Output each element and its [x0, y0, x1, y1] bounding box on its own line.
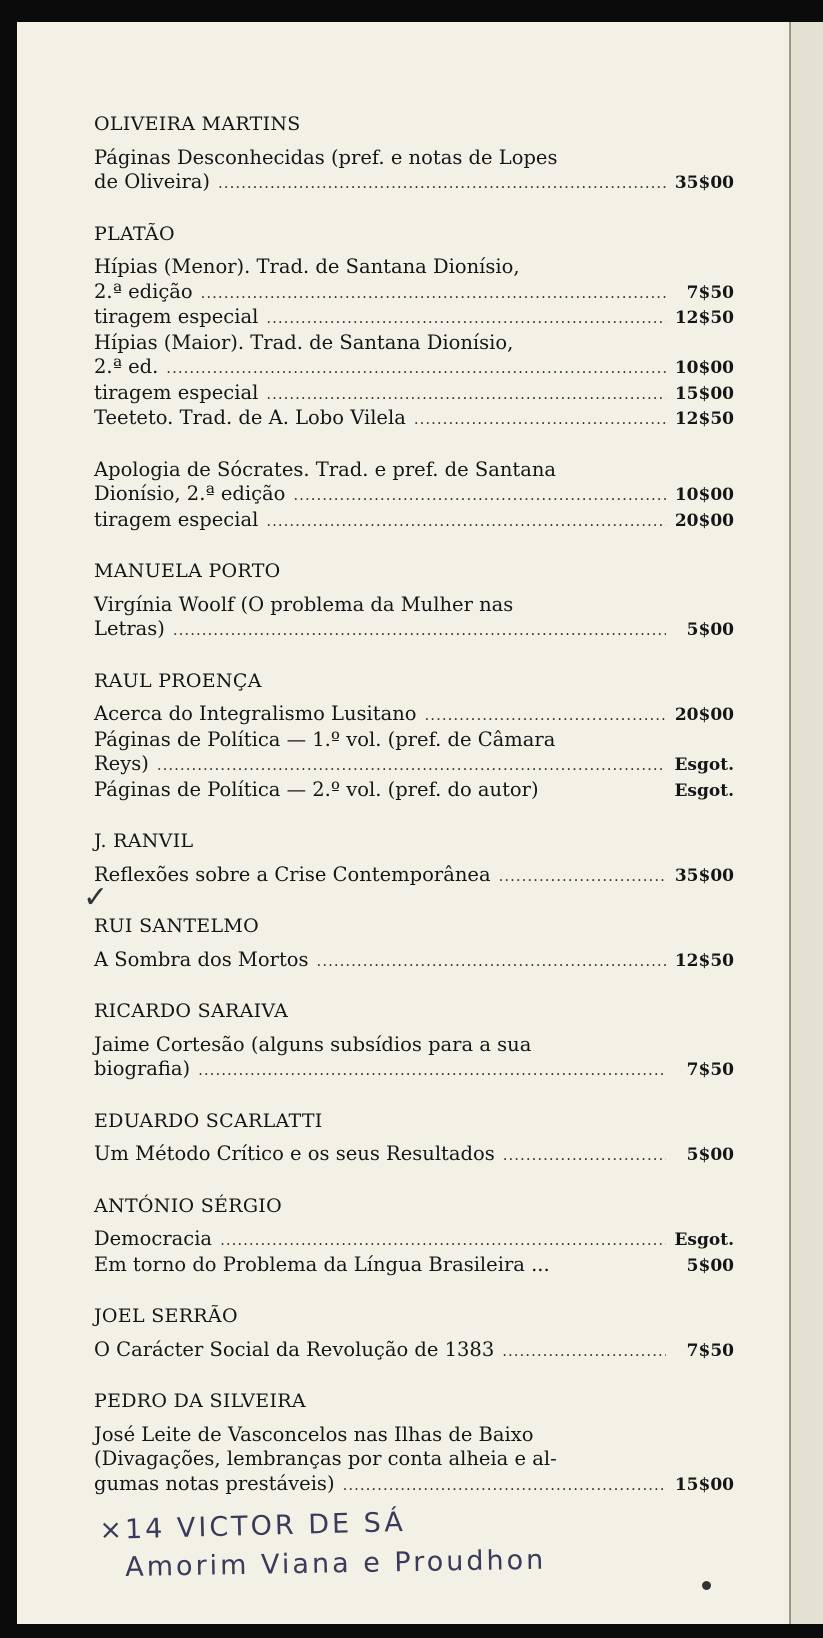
dot-leader	[166, 356, 666, 381]
author-name: MANUELA PORTO	[94, 560, 281, 582]
ink-dot-icon	[702, 1581, 711, 1590]
entry-price-line	[94, 752, 734, 778]
entry-price: 5$00	[686, 1145, 734, 1165]
entry-title-line: tiragem especial	[94, 507, 259, 531]
catalog-entry	[94, 1338, 734, 1364]
catalog-entry	[94, 1253, 734, 1279]
catalog-entry	[94, 508, 734, 534]
author-name: ANTÓNIO SÉRGIO	[94, 1194, 282, 1217]
entry-price-line	[94, 170, 734, 196]
page-edge	[789, 22, 823, 1624]
entry-price: 12$50	[674, 950, 734, 971]
dot-leader	[343, 1473, 666, 1498]
catalog-entry	[94, 406, 734, 432]
entry-price: 10$00	[674, 485, 734, 505]
dot-leader	[173, 618, 666, 643]
entry-price-line	[94, 406, 734, 432]
catalog-section	[94, 829, 734, 888]
entry-title-line: gumas notas prestáveis)	[94, 1471, 335, 1495]
catalog-entry	[94, 948, 734, 974]
catalog-entry	[94, 863, 734, 889]
entry-price-line	[94, 305, 734, 331]
entry-title-line: Hípias (Menor). Trad. de Santana Dionísio,	[94, 255, 520, 278]
entry-price: Esgot.	[674, 1230, 734, 1250]
catalog-entry	[94, 702, 734, 728]
entry-price-line	[94, 702, 734, 728]
catalog-entry	[94, 331, 734, 381]
catalog-section	[94, 914, 734, 973]
entry-title-line: Em torno do Problema da Língua Brasileira ...	[94, 1252, 550, 1276]
author-name: PLATÃO	[94, 222, 175, 245]
entry-price-line	[94, 617, 734, 643]
catalog-listing	[94, 112, 734, 1523]
catalog-entry	[94, 255, 734, 305]
catalog-section	[94, 112, 734, 196]
entry-price: Esgot.	[674, 780, 734, 801]
author-name: EDUARDO SCARLATTI	[94, 1109, 323, 1132]
dot-leader	[317, 949, 666, 974]
entry-price-line	[94, 1472, 734, 1498]
entry-price-line	[94, 1227, 734, 1253]
catalog-entry	[94, 146, 734, 196]
dot-leader	[499, 864, 666, 889]
entry-price: 35$00	[674, 865, 734, 886]
entry-title-line: Reflexões sobre a Crise Contemporânea	[94, 862, 491, 886]
catalog-section	[94, 222, 734, 432]
catalog-section	[94, 999, 734, 1083]
entry-price: 12$50	[674, 409, 734, 429]
entry-price-line	[94, 863, 734, 889]
entry-price: 7$50	[686, 1060, 734, 1080]
entry-title-line: José Leite de Vasconcelos nas Ilhas de Baixo	[94, 1422, 534, 1446]
catalog-entry	[94, 1033, 734, 1083]
dot-leader	[266, 382, 666, 407]
entry-title-line: de Oliveira)	[94, 170, 211, 193]
entry-title-line: Jaime Cortesão (alguns subsídios para a sua	[94, 1032, 532, 1056]
dot-leader	[293, 483, 666, 508]
catalog-section	[94, 1194, 734, 1279]
entry-title-line: Páginas de Política — 2.º vol. (pref. do autor)	[94, 777, 539, 801]
entry-price-line	[94, 482, 734, 508]
entry-price: Esgot.	[674, 755, 734, 775]
catalog-section	[94, 1389, 734, 1497]
entry-title-line: Letras)	[94, 617, 165, 640]
entry-price-line	[94, 1142, 734, 1168]
entry-price-line	[94, 381, 734, 407]
entry-price: 15$00	[674, 383, 734, 404]
entry-title-line: Democracia	[94, 1227, 213, 1250]
author-name: PEDRO DA SILVEIRA	[94, 1390, 306, 1412]
catalog-entry	[94, 593, 734, 643]
entry-title-line: Páginas de Política — 1.º vol. (pref. de Câmara	[94, 727, 556, 751]
entry-price: 20$00	[674, 510, 734, 531]
catalog-section	[94, 669, 734, 804]
entry-title-line: Reys)	[94, 752, 149, 775]
author-name: RAUL PROENÇA	[94, 669, 262, 692]
catalog-entry	[94, 728, 734, 778]
entry-title-line: tiragem especial	[94, 305, 259, 328]
entry-price-line	[94, 1057, 734, 1083]
entry-price-line	[94, 1338, 734, 1364]
dot-leader	[503, 1143, 666, 1168]
catalog-section	[94, 1109, 734, 1168]
entry-price-line	[94, 355, 734, 381]
dot-leader	[218, 171, 666, 196]
entry-price: 7$50	[686, 1340, 734, 1361]
entry-price: 15$00	[674, 1474, 734, 1495]
dot-leader	[414, 407, 666, 432]
entry-price-line	[94, 778, 734, 804]
catalog-section	[94, 458, 734, 534]
catalog-section	[94, 559, 734, 643]
entry-price-line	[94, 280, 734, 306]
dot-leader	[425, 703, 666, 728]
pencil-check-mark-icon: ✓	[83, 880, 109, 915]
handwritten-note-line-2: Amorim Viana e Proudhon	[125, 1544, 547, 1583]
handwritten-note-line-1: ×14 VICTOR DE SÁ	[99, 1506, 407, 1546]
dot-leader	[198, 1058, 666, 1083]
catalog-entry	[94, 1227, 734, 1253]
author-name: OLIVEIRA MARTINS	[94, 113, 301, 135]
dot-leader	[502, 1339, 666, 1364]
catalog-entry	[94, 305, 734, 331]
entry-title-line: Virgínia Woolf (O problema da Mulher nas	[94, 592, 514, 616]
entry-title-line: Dionísio, 2.ª edição	[94, 482, 286, 505]
dot-leader	[157, 753, 666, 778]
entry-price: 7$50	[686, 282, 734, 303]
author-name: J. RANVIL	[94, 830, 194, 852]
entry-price: 5$00	[686, 620, 734, 640]
entry-title-line: Um Método Crítico e os seus Resultados	[94, 1142, 495, 1165]
catalog-entry	[94, 778, 734, 804]
entry-title-line: Apologia de Sócrates. Trad. e pref. de Santana	[94, 457, 557, 481]
entry-price: 35$00	[674, 173, 734, 193]
entry-price: 12$50	[674, 308, 734, 328]
dot-leader	[266, 306, 666, 331]
entry-price-line	[94, 1253, 734, 1279]
entry-title-line: Teeteto. Trad. de A. Lobo Vilela	[94, 406, 406, 429]
entry-title-line: Páginas Desconhecidas (pref. e notas de Lopes	[94, 145, 558, 169]
catalog-section	[94, 1304, 734, 1363]
entry-title-line: biografia)	[94, 1057, 191, 1080]
entry-title-line: (Divagações, lembranças por conta alheia e al-	[94, 1447, 557, 1470]
entry-title-line: 2.ª ed.	[94, 355, 159, 378]
dot-leader	[220, 1228, 666, 1253]
catalog-entry	[94, 1142, 734, 1168]
entry-price-line	[94, 508, 734, 534]
catalog-entry	[94, 458, 734, 508]
entry-title-line: Acerca do Integralismo Lusitano	[94, 702, 417, 725]
dot-leader	[201, 281, 666, 306]
catalog-entry	[94, 1423, 734, 1498]
entry-title-line: tiragem especial	[94, 380, 259, 404]
entry-price: 20$00	[674, 705, 734, 725]
author-name: RICARDO SARAIVA	[94, 1000, 289, 1022]
dot-leader	[266, 509, 666, 534]
author-name: JOEL SERRÃO	[94, 1305, 238, 1327]
entry-price: 10$00	[674, 358, 734, 378]
entry-title-line: O Carácter Social da Revolução de 1383	[94, 1337, 495, 1361]
entry-title-line: A Sombra dos Mortos	[94, 947, 309, 971]
author-name: RUI SANTELMO	[94, 915, 260, 937]
entry-title-line: Hípias (Maior). Trad. de Santana Dionísio,	[94, 330, 514, 354]
entry-price: 5$00	[686, 1255, 734, 1276]
entry-price-line	[94, 948, 734, 974]
catalog-entry	[94, 381, 734, 407]
scan-border	[0, 1624, 823, 1638]
entry-title-line: 2.ª edição	[94, 279, 193, 303]
